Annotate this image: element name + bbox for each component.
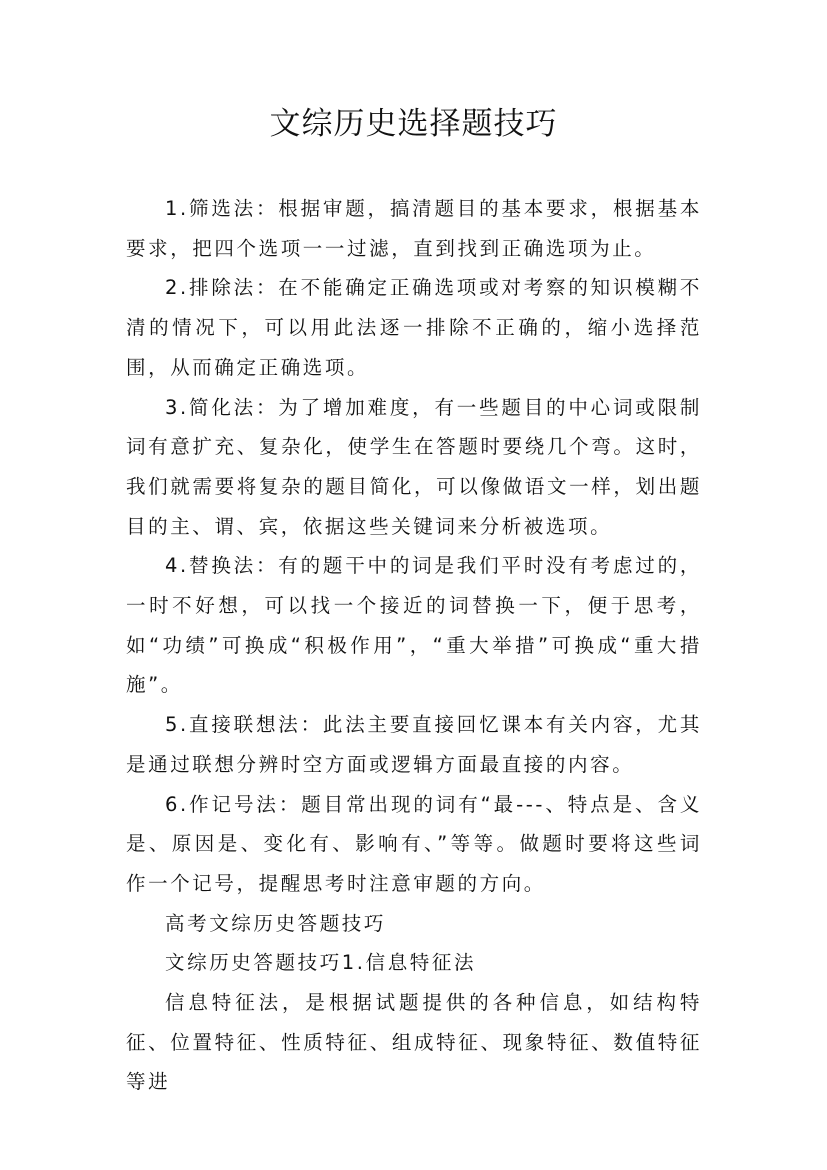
document-title: 文综历史选择题技巧: [269, 106, 558, 142]
paragraph-direct-association-method: 5.直接联想法：此法主要直接回忆课本有关内容，尤其是通过联想分辨时空方面或逻辑方面最直接的内容。: [126, 713, 702, 776]
paragraph-marking-method: 6.作记号法：题目常出现的词有“最---、特点是、含义是、原因是、变化有、影响有、”等等。做题时要将这些词作一个记号，提醒思考时注意审题的方向。: [126, 792, 702, 895]
paragraph-simplification-method: 3.简化法：为了增加难度，有一些题目的中心词或限制词有意扩充、复杂化，使学生在答题时要绕几个弯。这时，我们就需要将复杂的题目简化，可以像做语文一样，划出题目的主、谓、宾，依据这些关键词来分析被选项。: [126, 395, 702, 538]
subheading-information-feature-method: 文综历史答题技巧1.信息特征法: [165, 951, 477, 975]
paragraph-substitution-method: 4.替换法：有的题干中的词是我们平时没有考虑过的，一时不好想，可以找一个接近的词替换一下，便于思考，如“功绩”可换成“积极作用”，“重大举措”可换成“重大措施”。: [126, 554, 702, 697]
paragraph-screening-method: 1.筛选法：根据审题，搞清题目的基本要求，根据基本要求，把四个选项一一过滤，直到找到正确选项为止。: [126, 197, 702, 260]
paragraph-information-feature-method: 信息特征法，是根据试题提供的各种信息，如结构特征、位置特征、性质特征、组成特征、现象特征、数值特征等进: [126, 991, 702, 1094]
paragraph-elimination-method: 2.排除法：在不能确定正确选项或对考察的知识模糊不清的情况下，可以用此法逐一排除不正确的，缩小选择范围，从而确定正确选项。: [126, 276, 702, 379]
section-heading-answer-skills: 高考文综历史答题技巧: [165, 911, 387, 935]
document-body: [126, 189, 702, 1102]
